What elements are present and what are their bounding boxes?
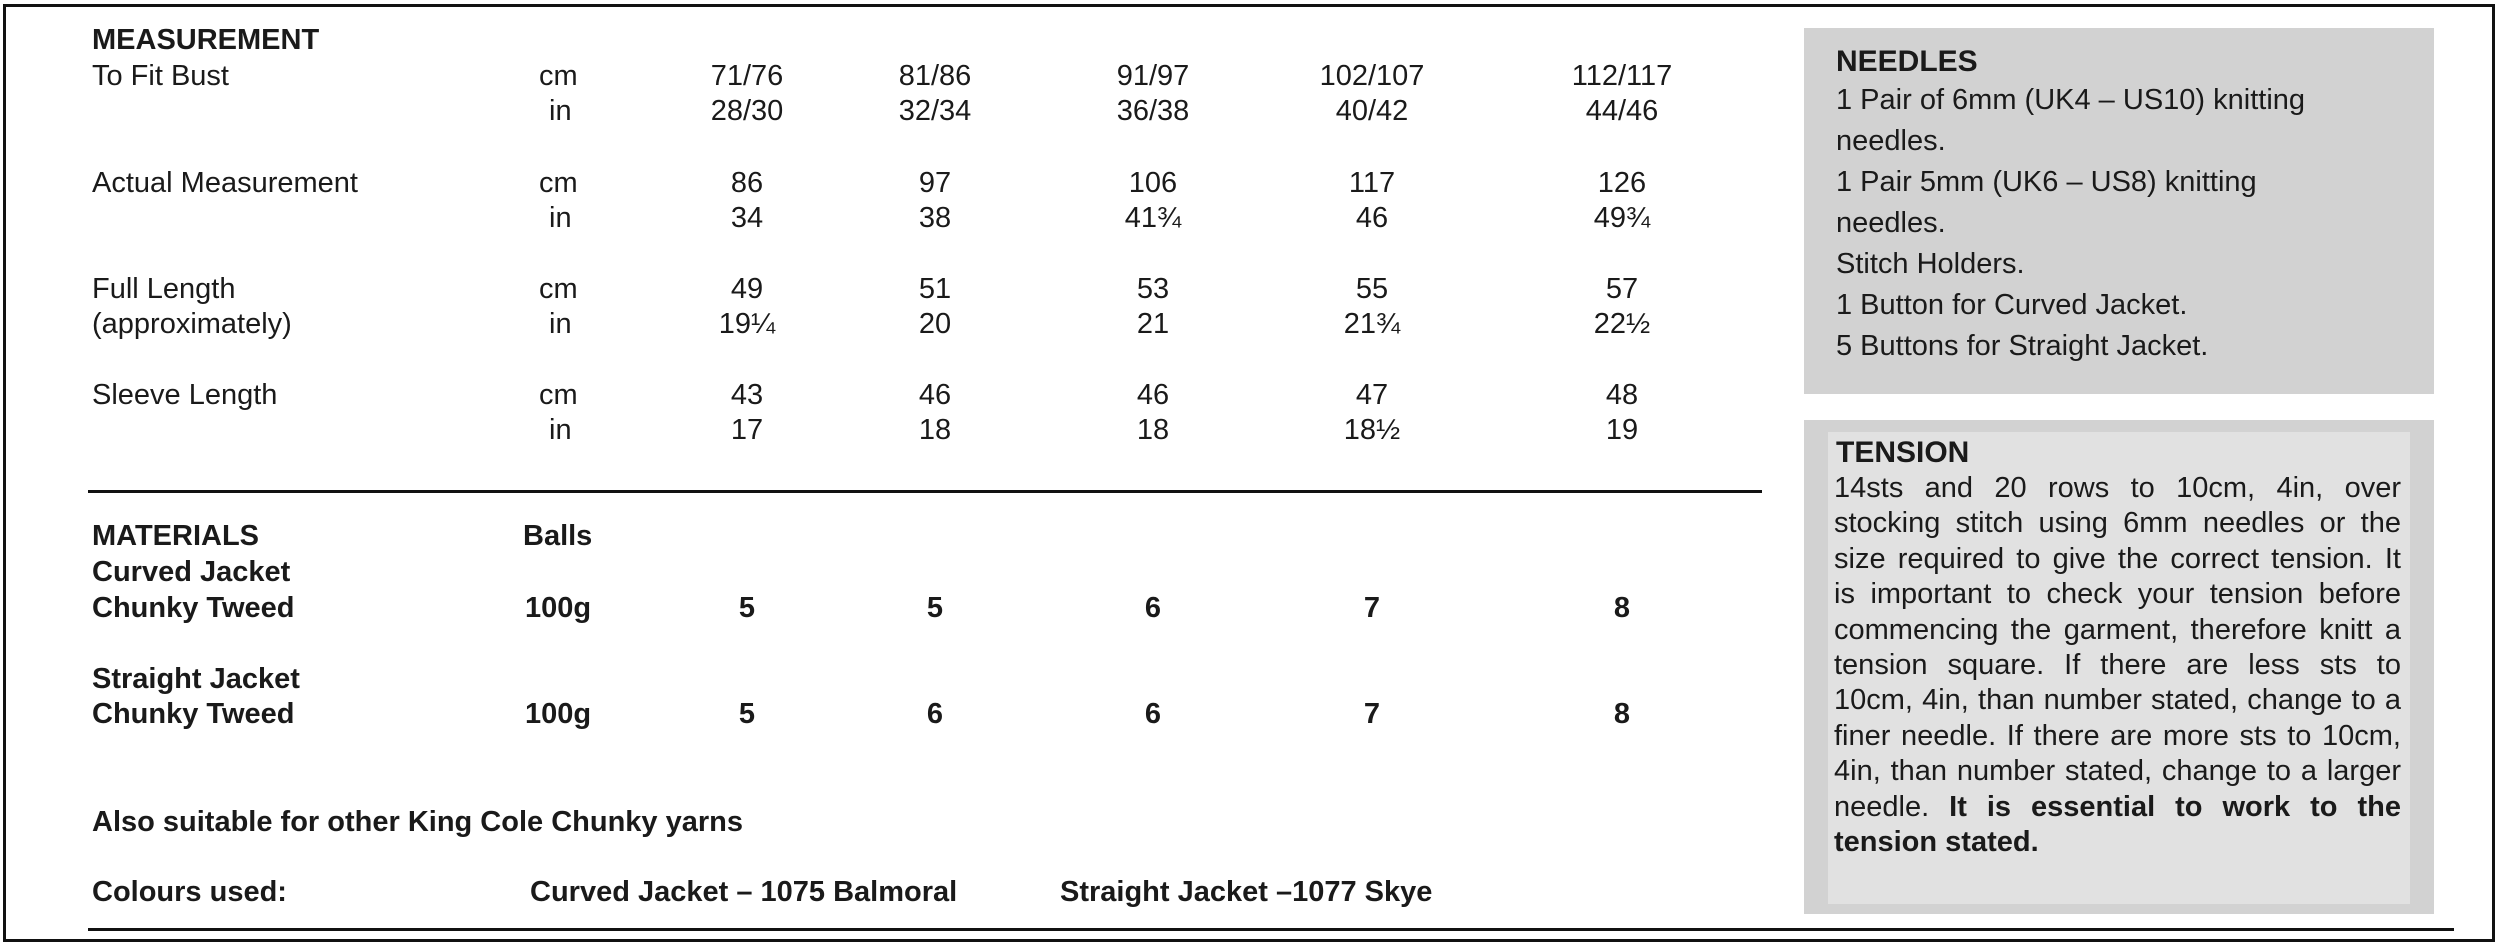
ball-count: 5 [926, 592, 944, 624]
needles-line: 1 Pair 5mm (UK6 – US8) knitting [1836, 166, 2257, 198]
material-name: Straight Jacket [92, 663, 300, 695]
colours-label: Colours used: [92, 876, 287, 908]
ball-count: 6 [1144, 698, 1162, 730]
value-cell: 32/34 [898, 95, 972, 127]
ball-count: 5 [738, 592, 756, 624]
material-yarn: Chunky Tweed [92, 698, 295, 730]
value-cell: 19 [1605, 414, 1639, 446]
ball-count: 6 [926, 698, 944, 730]
ball-count: 8 [1613, 698, 1631, 730]
needles-line: 1 Pair of 6mm (UK4 – US10) knitting [1836, 84, 2306, 116]
colours-straight: Straight Jacket –1077 Skye [1060, 876, 1433, 908]
value-cell: 106 [1128, 167, 1178, 199]
unit-cm: cm [539, 60, 578, 92]
ball-count: 5 [738, 698, 756, 730]
value-cell: 19¼ [718, 308, 776, 340]
value-cell: 34 [730, 202, 764, 234]
value-cell: 46 [918, 379, 952, 411]
needles-line: needles. [1836, 125, 1946, 157]
value-cell: 41¾ [1124, 202, 1182, 234]
materials-heading: MATERIALS [92, 520, 260, 552]
value-cell: 57 [1605, 273, 1639, 305]
value-cell: 18½ [1343, 414, 1401, 446]
needles-line: Stitch Holders. [1836, 248, 2025, 280]
ball-count: 6 [1144, 592, 1162, 624]
material-weight: 100g [525, 698, 592, 730]
needles-list [1836, 80, 2376, 367]
value-cell: 117 [1348, 167, 1396, 199]
value-cell: 28/30 [710, 95, 784, 127]
balls-header: Balls [523, 520, 593, 552]
unit-in: in [549, 202, 572, 234]
value-cell: 86 [730, 167, 764, 199]
value-cell: 71/76 [710, 60, 784, 92]
ball-count: 7 [1363, 592, 1381, 624]
value-cell: 21 [1136, 308, 1170, 340]
value-cell: 43 [730, 379, 764, 411]
needles-line: needles. [1836, 207, 1946, 239]
value-cell: 46 [1136, 379, 1170, 411]
row-label: Sleeve Length [92, 379, 278, 411]
bottom-rule [88, 928, 2454, 931]
value-cell: 126 [1597, 167, 1647, 199]
value-cell: 53 [1136, 273, 1170, 305]
needles-line: 1 Button for Curved Jacket. [1836, 289, 2188, 321]
unit-in: in [549, 95, 572, 127]
value-cell: 81/86 [898, 60, 972, 92]
tension-text [1834, 471, 2401, 860]
row-label: To Fit Bust [92, 60, 229, 92]
value-cell: 46 [1355, 202, 1389, 234]
value-cell: 18 [1136, 414, 1170, 446]
material-weight: 100g [525, 592, 592, 624]
row-label-sub: (approximately) [92, 308, 292, 340]
value-cell: 40/42 [1335, 95, 1409, 127]
value-cell: 51 [918, 273, 952, 305]
value-cell: 20 [918, 308, 952, 340]
tension-emphasis: It is essential to work to the tension stated. [1834, 790, 2401, 859]
needles-line: 5 Buttons for Straight Jacket. [1836, 330, 2209, 362]
value-cell: 18 [918, 414, 952, 446]
ball-count: 8 [1613, 592, 1631, 624]
unit-in: in [549, 308, 572, 340]
row-label: Actual Measurement [92, 167, 358, 199]
value-cell: 44/46 [1585, 95, 1659, 127]
measurement-heading: MEASUREMENT [92, 24, 320, 56]
material-yarn: Chunky Tweed [92, 592, 295, 624]
unit-cm: cm [539, 167, 578, 199]
value-cell: 102/107 [1319, 60, 1425, 92]
unit-cm: cm [539, 379, 578, 411]
yarn-suitability-note: Also suitable for other King Cole Chunky yarns [92, 806, 743, 838]
unit-cm: cm [539, 273, 578, 305]
value-cell: 22½ [1593, 308, 1651, 340]
tension-title: TENSION [1836, 436, 1970, 469]
colours-curved: Curved Jacket – 1075 Balmoral [530, 876, 958, 908]
value-cell: 55 [1355, 273, 1389, 305]
value-cell: 21¾ [1343, 308, 1401, 340]
value-cell: 47 [1355, 379, 1389, 411]
section-divider [88, 490, 1762, 493]
value-cell: 48 [1605, 379, 1639, 411]
value-cell: 38 [918, 202, 952, 234]
value-cell: 49¾ [1593, 202, 1651, 234]
tension-body: 14sts and 20 rows to 10cm, 4in, over stocking stitch using 6mm needles or the size required to give the correct tension. It is important to check your tension before commencing the garment, therefore knitt a tension square. If there are less sts to 10cm, 4in, than number stated, change to a finer needle. If there are more sts to 10cm, 4in, than number stated, change to a larger needle. [1834, 472, 2401, 823]
ball-count: 7 [1363, 698, 1381, 730]
value-cell: 91/97 [1116, 60, 1190, 92]
material-name: Curved Jacket [92, 556, 291, 588]
value-cell: 112/117 [1571, 60, 1673, 92]
needles-title: NEEDLES [1836, 45, 1978, 78]
row-label: Full Length [92, 273, 236, 305]
value-cell: 17 [730, 414, 764, 446]
unit-in: in [549, 414, 572, 446]
value-cell: 36/38 [1116, 95, 1190, 127]
value-cell: 97 [918, 167, 952, 199]
value-cell: 49 [730, 273, 764, 305]
